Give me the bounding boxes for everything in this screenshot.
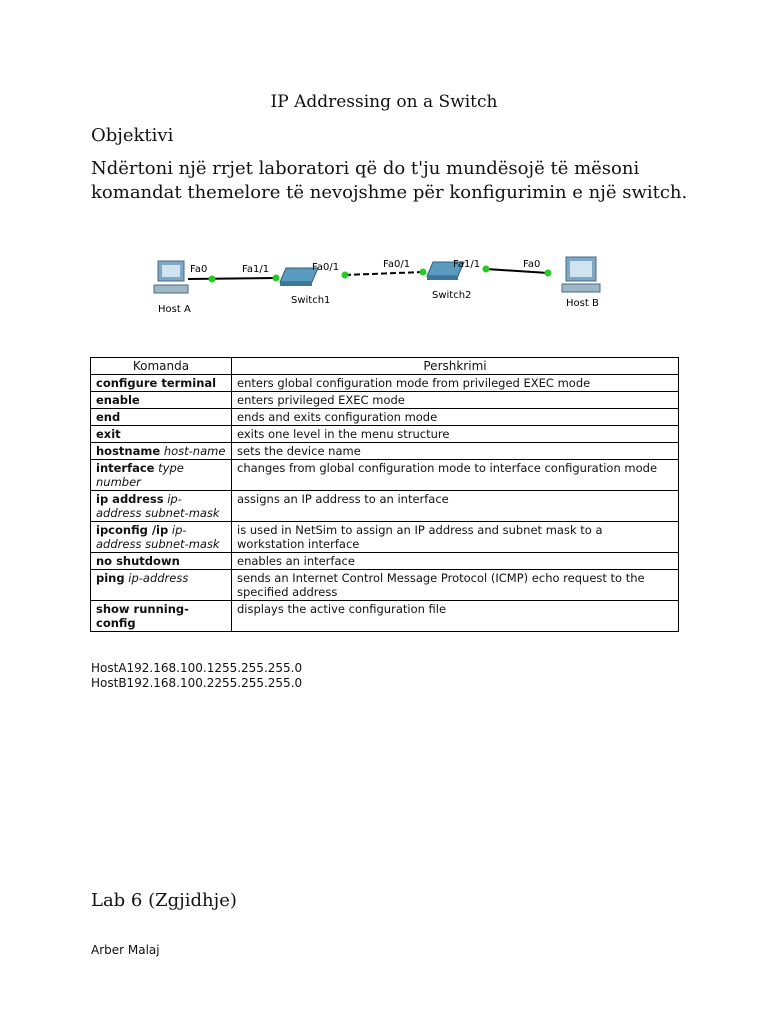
switch1-label: Switch1 <box>291 295 331 306</box>
link-switch1-switch2 <box>345 272 423 275</box>
author-name: Arber Malaj <box>91 943 160 957</box>
commands-table <box>90 357 679 632</box>
port-label-switch1-right: Fa0/1 <box>312 262 340 273</box>
command-argument: type number <box>96 461 184 489</box>
command-cell <box>91 553 232 570</box>
link-up-dot <box>209 276 216 283</box>
table-row <box>91 426 679 443</box>
command-cell <box>91 443 232 460</box>
host-a-computer-icon <box>154 261 188 293</box>
description-cell: enters global configuration mode from privileged EXEC mode <box>232 375 679 392</box>
port-label-host-b: Fa0 <box>523 259 541 270</box>
description-cell: enters privileged EXEC mode <box>232 392 679 409</box>
switch2-label: Switch2 <box>432 290 472 301</box>
host-b-address: HostB192.168.100.2255.255.255.0 <box>91 676 303 690</box>
description-cell: enables an interface <box>232 553 679 570</box>
port-label-host-a: Fa0 <box>190 264 208 275</box>
host-b-computer-icon <box>562 257 600 292</box>
lab-title: Lab 6 (Zgjidhje) <box>91 890 237 911</box>
command-argument: ip-address subnet-mask <box>96 492 220 520</box>
description-cell: assigns an IP address to an interface <box>232 491 679 522</box>
description-cell: sends an Internet Control Message Protocol (ICMP) echo request to the specified address <box>232 570 679 601</box>
description-cell: changes from global configuration mode to interface configuration mode <box>232 460 679 491</box>
port-label-switch2-left: Fa0/1 <box>383 259 411 270</box>
page-title: IP Addressing on a Switch <box>270 92 498 112</box>
table-row <box>91 553 679 570</box>
command-name: ipconfig /ip <box>96 523 169 537</box>
table-row <box>91 443 679 460</box>
command-name: no shutdown <box>96 554 180 568</box>
description-cell: ends and exits configuration mode <box>232 409 679 426</box>
command-cell <box>91 491 232 522</box>
command-cell <box>91 392 232 409</box>
command-argument: host-name <box>163 444 226 458</box>
column-header-description: Pershkrimi <box>232 358 679 375</box>
table-row <box>91 491 679 522</box>
column-header-command: Komanda <box>91 358 232 375</box>
command-name: ip address <box>96 492 164 506</box>
command-name: interface <box>96 461 155 475</box>
command-cell <box>91 522 232 553</box>
link-up-dot <box>483 266 490 273</box>
command-name: hostname <box>96 444 161 458</box>
description-cell: exits one level in the menu structure <box>232 426 679 443</box>
table-row <box>91 409 679 426</box>
network-topology-diagram <box>150 248 610 323</box>
objective-paragraph: Ndërtoni një rrjet laboratori që do t'ju mundësojë të mësoni komandat themelore të nevojshme për konfigurimin e një switch. <box>91 158 688 203</box>
command-name: ping <box>96 571 125 585</box>
command-name: enable <box>96 393 140 407</box>
command-name: exit <box>96 427 121 441</box>
command-name: show running-config <box>96 602 189 630</box>
table-header-row <box>91 358 679 375</box>
command-name: configure terminal <box>96 376 217 390</box>
table-row <box>91 375 679 392</box>
command-cell <box>91 426 232 443</box>
table-row <box>91 522 679 553</box>
host-a-address: HostA192.168.100.1255.255.255.0 <box>91 661 303 675</box>
command-cell <box>91 409 232 426</box>
description-cell: is used in NetSim to assign an IP address and subnet mask to a workstation interface <box>232 522 679 553</box>
port-label-switch2-right: Fa1/1 <box>453 259 481 270</box>
link-up-dot <box>342 272 349 279</box>
table-row <box>91 460 679 491</box>
link-up-dot <box>420 269 427 276</box>
link-up-dot <box>545 270 552 277</box>
host-a-label: Host A <box>158 304 191 315</box>
command-cell <box>91 570 232 601</box>
command-cell <box>91 460 232 491</box>
commands-table-body <box>91 375 679 632</box>
command-cell <box>91 375 232 392</box>
table-row <box>91 570 679 601</box>
command-name: end <box>96 410 121 424</box>
link-up-dot <box>273 275 280 282</box>
host-b-label: Host B <box>566 298 599 309</box>
table-row <box>91 392 679 409</box>
description-cell: displays the active configuration file <box>232 601 679 632</box>
command-argument: ip-address <box>128 571 189 585</box>
link-hosta-switch1 <box>188 278 276 279</box>
host-addresses <box>91 661 302 691</box>
command-cell <box>91 601 232 632</box>
table-row <box>91 601 679 632</box>
command-argument: ip-address subnet-mask <box>96 523 220 551</box>
description-cell: sets the device name <box>232 443 679 460</box>
port-label-switch1-left: Fa1/1 <box>242 264 270 275</box>
objective-heading: Objektivi <box>91 125 174 146</box>
